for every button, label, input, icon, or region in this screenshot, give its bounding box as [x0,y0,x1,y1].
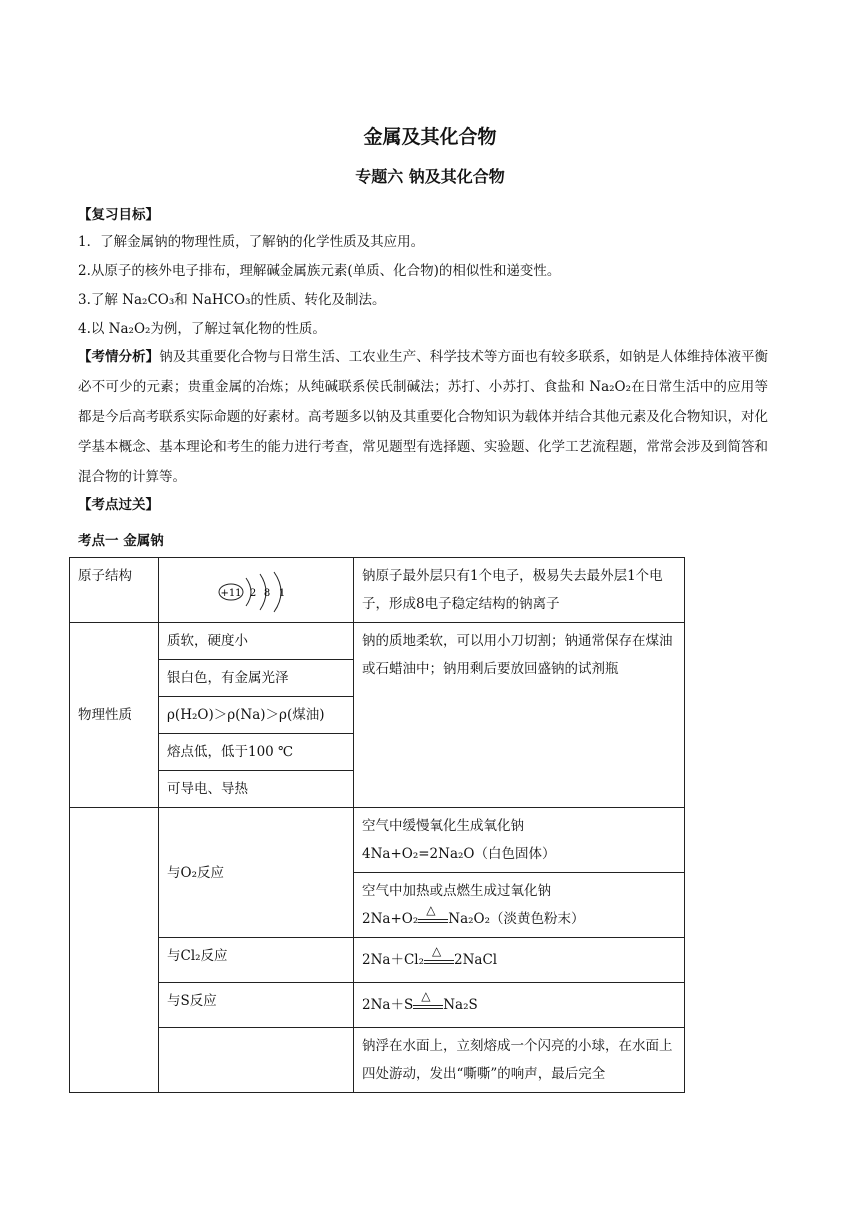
atom-nucleus-label: +11 [220,588,242,599]
o2-heat-description: 空气中加热或点燃生成过氧化钠 [362,883,551,899]
s-equation [354,983,685,1028]
atom-shell-label: 2 [249,588,257,599]
o2-slow-equation: 4Na+O₂=2Na₂O（白色固体） [362,846,556,862]
cl2-equation [354,938,685,983]
equation-left: 2Na+O₂ [362,911,419,927]
goal-item: 1．了解金属钠的物理性质，了解钠的化学性质及其应用。 [78,234,425,250]
physical-item: 质软，硬度小 [159,623,354,660]
o2-slow-description: 空气中缓慢氧化生成氧化钠 [362,818,524,834]
equation-right: 2NaCl [454,952,498,968]
analysis-paragraph [78,342,768,492]
water-reaction-label-empty [159,1028,354,1093]
atom-structure-diagram [216,570,296,614]
water-reaction-description: 钠浮在水面上，立刻熔成一个闪亮的小球，在水面上四处游动，发出“嘶嘶”的响声，最后完全 [354,1028,685,1093]
analysis-heading: 【考情分析】 [78,349,160,365]
atom-shell-label: 1 [278,588,286,599]
equation-right: Na₂O₂（淡黄色粉末） [448,911,585,927]
o2-heat-equation [362,902,676,933]
physical-item: 可导电、导热 [159,771,354,808]
analysis-text: 钠及其重要化合物与日常生活、工农业生产、科学技术等方面也有较多联系，如钠是人体维持体液平衡必不可少的元素；贵重金属的冶炼；从纯碱联系侯氏制碱法；苏打、小苏打、食盐和 Na₂O₂在日常生活中的应用等都是今后高考联系实际命题的好素材。高考题多以钠及其重要化合物知识为载体并结合其他元素及化合物知识，对化学基本概念、基本理论和考生的能力进行考查，常见题型有选择题、实验题、化学工艺流程题，常常会涉及到简答和混合物的计算等。 [78,349,769,485]
points-heading: 【考点过关】 [78,497,159,513]
structure-label: 原子结构 [70,558,159,623]
physical-item: ρ(H₂O)＞ρ(Na)＞ρ(煤油) [159,697,354,734]
atom-diagram-cell [159,558,354,623]
cl2-reaction-label: 与Cl₂反应 [159,938,354,983]
physical-item: 熔点低，低于100 ℃ [159,734,354,771]
atom-shell-label: 8 [263,588,271,599]
equation-left: 2Na＋S [362,997,414,1013]
table-row [70,1028,685,1093]
table-row [70,558,685,623]
heat-condition-icon [413,988,443,1013]
physical-item: 银白色，有金属光泽 [159,660,354,697]
s-reaction-label: 与S反应 [159,983,354,1028]
table-row [70,808,685,873]
chemical-label-empty [70,808,159,1093]
goal-item: 3.了解 Na₂CO₃和 NaHCO₃的性质、转化及制法。 [78,292,386,308]
heat-condition-icon [424,943,454,968]
heat-symbol: △ [421,988,431,1003]
table-row [70,983,685,1028]
heat-condition-icon [418,902,448,927]
o2-heat-cell [354,873,685,938]
equation-right: Na₂S [443,997,478,1013]
document-title: 金属及其化合物 [363,126,497,148]
sodium-table [69,557,685,1093]
heat-symbol: △ [432,943,442,958]
o2-reaction-label: 与O₂反应 [159,808,354,938]
structure-description: 钠原子最外层只有1个电子，极易失去最外层1个电子，形成8电子稳定结构的钠离子 [354,558,685,623]
goals-heading: 【复习目标】 [78,207,159,223]
point1-heading: 考点一 金属钠 [78,533,164,549]
document-subtitle: 专题六 钠及其化合物 [355,167,505,186]
goal-item: 2.从原子的核外电子排布，理解碱金属族元素(单质、化合物)的相似性和递变性。 [78,263,561,279]
heat-symbol: △ [426,902,436,917]
table-row [70,938,685,983]
table-row [70,623,685,660]
physical-description: 钠的质地柔软，可以用小刀切割；钠通常保存在煤油或石蜡油中；钠用剩后要放回盛钠的试剂瓶 [354,623,685,808]
o2-slow-cell [354,808,685,873]
physical-label: 物理性质 [70,623,159,808]
goal-item: 4.以 Na₂O₂为例，了解过氧化物的性质。 [78,321,326,337]
equation-left: 2Na＋Cl₂ [362,952,425,968]
